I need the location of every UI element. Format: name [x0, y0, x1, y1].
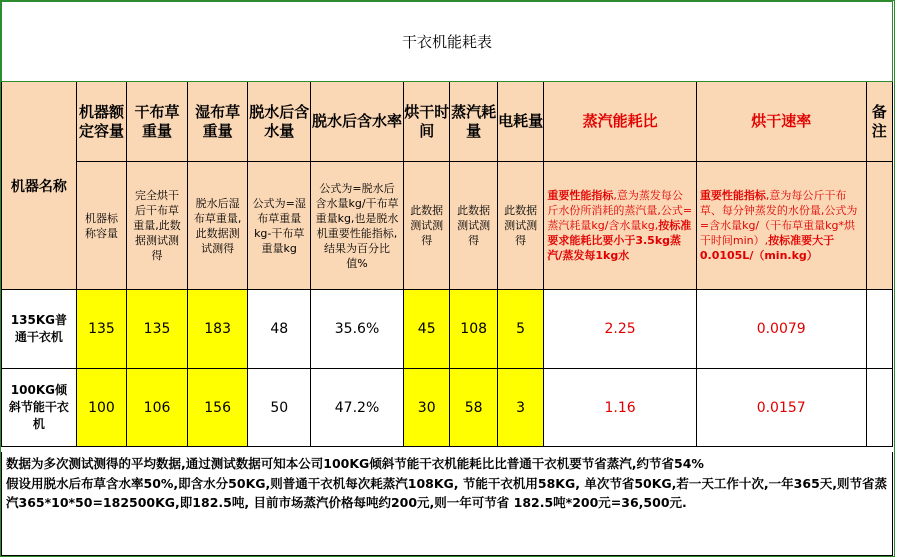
cell-water-rate: 47.2% — [311, 369, 404, 447]
column-desc-dry-weight: 完全烘干后干布草重量,此数据测试测得 — [127, 162, 188, 290]
column-desc-note — [866, 162, 892, 290]
column-desc-steam-ratio — [544, 162, 697, 290]
cell-note — [866, 369, 892, 447]
table-row — [2, 369, 893, 447]
cell-wet-weight: 156 — [187, 369, 248, 447]
cell-capacity: 100 — [76, 369, 127, 447]
summary-line-1: 数据为多次测试测得的平均数据,通过测试数据可知本公司100KG倾斜节能干衣机能耗比比普通干衣机要节省蒸汽,约节省54% — [6, 456, 704, 471]
cell-water-rate: 35.6% — [311, 290, 404, 369]
cell-water: 48 — [248, 290, 311, 369]
column-header-water-rate: 脱水后含水率 — [311, 82, 404, 162]
cell-note — [866, 290, 892, 369]
column-header-wet-weight: 湿布草重量 — [187, 82, 248, 162]
column-desc-water-rate: 公式为=脱水后含水量kg/干布草重量kg,也是脱水机重要性能指标,结果为百分比值% — [311, 162, 404, 290]
column-header-steam-ratio: 蒸汽能耗比 — [544, 82, 697, 162]
column-header-dry-time: 烘干时间 — [403, 82, 449, 162]
cell-water: 50 — [248, 369, 311, 447]
column-desc-wet-weight: 脱水后湿布草重量,此数据测试测得 — [187, 162, 248, 290]
row-machine-name: 100KG倾斜节能干衣机 — [2, 369, 77, 447]
dry-speed-standard: 按标准要大于0.0105L/（min.kg） — [699, 234, 835, 262]
column-desc-dry-time: 此数据测试测得 — [403, 162, 449, 290]
cell-wet-weight: 183 — [187, 290, 248, 369]
cell-steam: 108 — [450, 290, 497, 369]
cell-dry-speed: 0.0157 — [696, 369, 866, 447]
row-machine-name: 135KG普通干衣机 — [2, 290, 77, 369]
table-title: 干衣机能耗表 — [2, 2, 893, 82]
steam-ratio-formula: ,意为蒸发每公斤水份所消耗的蒸汽量,公式=蒸汽耗量kg/含水量kg, — [547, 189, 693, 232]
steam-ratio-standard: 按标准要求能耗比要小于3.5kg蒸汽/蒸发每1kg水 — [547, 219, 692, 262]
cell-dry-weight: 135 — [127, 290, 188, 369]
column-desc-capacity: 机器标称容量 — [76, 162, 127, 290]
column-header-power: 电耗量 — [497, 82, 543, 162]
dry-speed-key-label: 重要性能指标 — [699, 189, 766, 202]
energy-table — [1, 1, 893, 447]
machine-name-header: 机器名称 — [2, 82, 77, 290]
cell-dry-speed: 0.0079 — [696, 290, 866, 369]
column-desc-power: 此数据测试测得 — [497, 162, 543, 290]
cell-power: 5 — [497, 290, 543, 369]
column-header-dry-speed: 烘干速率 — [696, 82, 866, 162]
cell-dry-time: 30 — [403, 369, 449, 447]
summary-line-2: 假设用脱水后布草含水率50%,即含水分50KG,则普通干衣机每次耗蒸汽108KG, 节能干衣机用58KG, 单次节省50KG,若一天工作十次,一年365天,则节省蒸汽365*10*50=182500KG,即182.5吨, 目前市场蒸汽价格每吨约200元,则一年可节省 182.5吨*200元=36,500元. — [6, 475, 888, 510]
column-desc-water: 公式为=湿布草重量kg-干布草重量kg — [248, 162, 311, 290]
column-header-note: 备注 — [866, 82, 892, 162]
column-header-water: 脱水后含水量 — [248, 82, 311, 162]
cell-steam-ratio: 2.25 — [544, 290, 697, 369]
cell-capacity: 135 — [76, 290, 127, 369]
column-header-capacity: 机器额定容量 — [76, 82, 127, 162]
cell-power: 3 — [497, 369, 543, 447]
summary-notes — [1, 452, 893, 556]
steam-ratio-key-label: 重要性能指标 — [547, 189, 614, 202]
dry-speed-formula: ,意为每公斤干布草、每分钟蒸发的水份量,公式为=含水量kg/（干布草重量kg*烘干时间min）, — [699, 189, 858, 247]
table-row — [2, 290, 893, 369]
column-header-steam: 蒸汽耗量 — [450, 82, 497, 162]
cell-dry-weight: 106 — [127, 369, 188, 447]
column-header-dry-weight: 干布草重量 — [127, 82, 188, 162]
cell-dry-time: 45 — [403, 290, 449, 369]
cell-steam-ratio: 1.16 — [544, 369, 697, 447]
cell-steam: 58 — [450, 369, 497, 447]
column-desc-dry-speed — [696, 162, 866, 290]
column-desc-steam: 此数据测试测得 — [450, 162, 497, 290]
